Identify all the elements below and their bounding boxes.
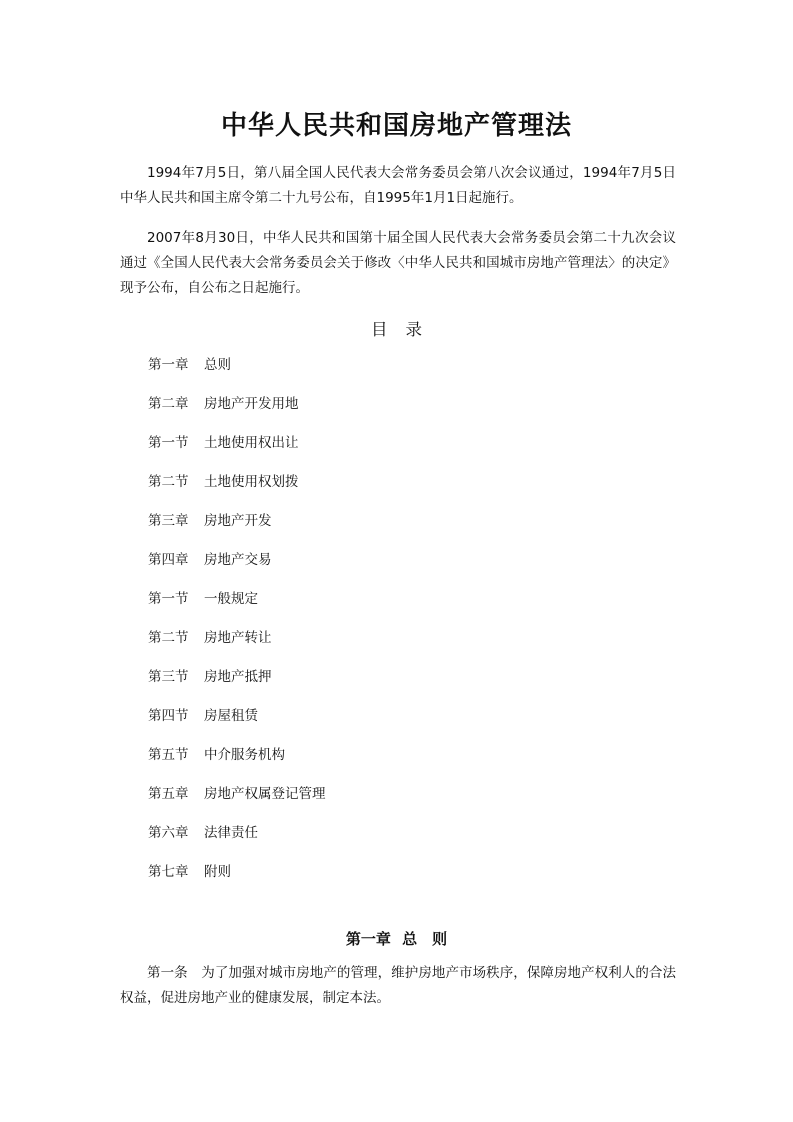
toc-item: [148, 509, 326, 548]
toc-item: [148, 470, 326, 509]
toc-item: [148, 860, 326, 899]
toc-item-number: 第五节: [148, 747, 189, 763]
toc-item-number: 第二章: [148, 396, 189, 412]
preamble-paragraph-2: 2007年8月30日，中华人民共和国第十届全国人民代表大会常务委员会第二十九次会议通过《全国人民代表大会常务委员会关于修改〈中华人民共和国城市房地产管理法〉的决定》现予公布，自公布之日起施行。: [120, 230, 676, 296]
toc-item-number: 第七章: [148, 864, 189, 880]
toc-item: [148, 782, 326, 821]
toc-item-title: 法律责任: [204, 825, 258, 841]
toc-item-number: 第四章: [148, 552, 189, 568]
toc-item: [148, 743, 326, 782]
toc-item-number: 第二节: [148, 474, 189, 490]
toc-item-number: 第二节: [148, 630, 189, 646]
toc-item-title: 一般规定: [204, 591, 258, 607]
toc-item: [148, 392, 326, 431]
preamble-paragraph-1: 1994年7月5日，第八届全国人民代表大会常务委员会第八次会议通过，1994年7月5日中华人民共和国主席令第二十九号公布，自1995年1月1日起施行。: [120, 165, 676, 206]
toc-item-title: 总则: [204, 357, 231, 373]
toc-item: [148, 587, 326, 626]
toc-item-number: 第六章: [148, 825, 189, 841]
toc-item-number: 第五章: [148, 786, 189, 802]
toc-item-number: 第一节: [148, 591, 189, 607]
toc-item: [148, 704, 326, 743]
toc-item-title: 土地使用权出让: [204, 435, 299, 451]
article-1-paragraph: 第一条 为了加强对城市房地产的管理，维护房地产市场秩序，保障房地产权利人的合法权益，促进房地产业的健康发展，制定本法。: [120, 965, 676, 1006]
toc-title: 目录: [371, 320, 440, 339]
toc-item: [148, 821, 326, 860]
toc-item-title: 附则: [204, 864, 231, 880]
toc-item-title: 中介服务机构: [204, 747, 285, 763]
toc-item-number: 第三节: [148, 669, 189, 685]
toc-item: [148, 626, 326, 665]
toc-item-title: 房地产权属登记管理: [204, 786, 326, 802]
document-title: 中华人民共和国房地产管理法: [220, 111, 572, 141]
chapter-1-heading: 第一章 总 则: [345, 930, 448, 948]
toc-item: [148, 431, 326, 470]
toc-item: [148, 353, 326, 392]
toc-item-title: 房地产开发: [204, 513, 272, 529]
toc-item-title: 房地产转让: [204, 630, 272, 646]
table-of-contents: [148, 353, 326, 899]
toc-item: [148, 548, 326, 587]
toc-item-number: 第一章: [148, 357, 189, 373]
toc-item-number: 第三章: [148, 513, 189, 529]
toc-item: [148, 665, 326, 704]
toc-item-title: 土地使用权划拨: [204, 474, 299, 490]
toc-item-title: 房地产抵押: [204, 669, 272, 685]
toc-item-title: 房地产交易: [204, 552, 272, 568]
toc-item-number: 第四节: [148, 708, 189, 724]
toc-item-title: 房地产开发用地: [204, 396, 299, 412]
toc-item-number: 第一节: [148, 435, 189, 451]
toc-item-title: 房屋租赁: [204, 708, 258, 724]
